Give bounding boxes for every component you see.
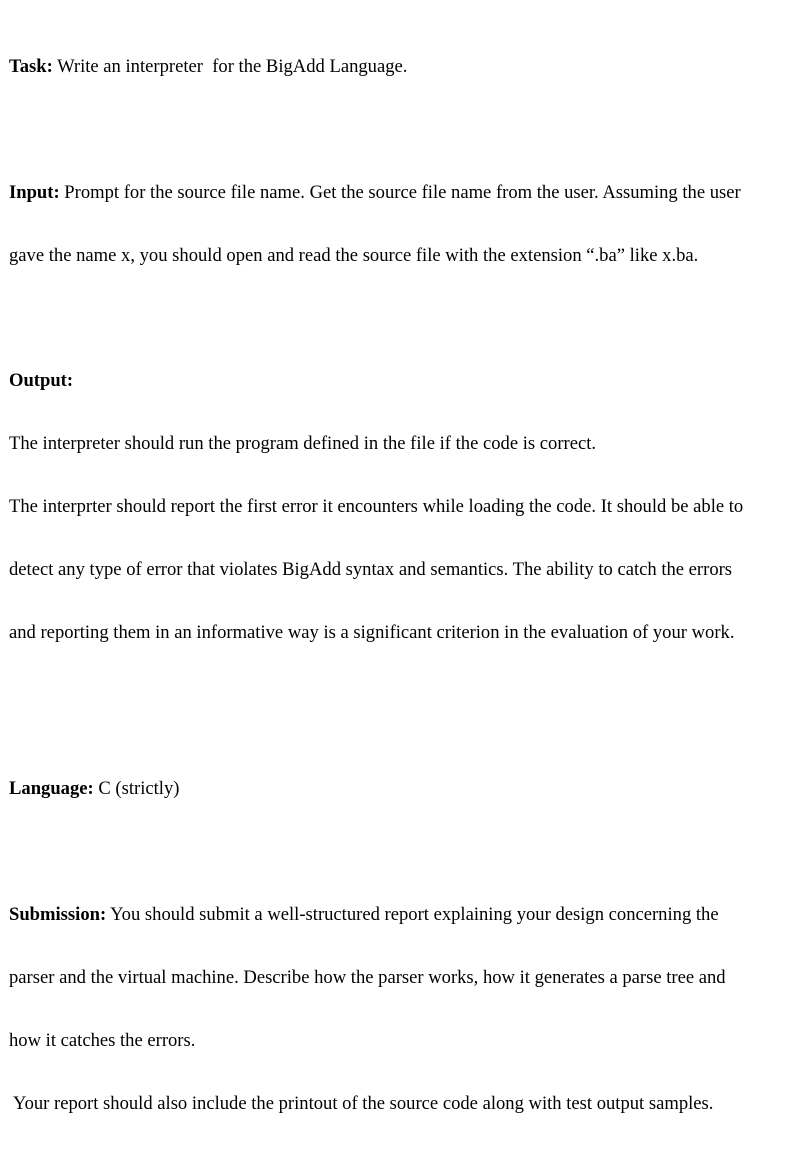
- output-text-line-4: and reporting them in an informative way is a significant criterion in the evaluation of your work.: [9, 622, 735, 643]
- input-text-line-1: Prompt for the source file name. Get the source file name from the user. Assuming the user: [59, 182, 741, 203]
- submission-text-line-3: how it catches the errors.: [9, 1030, 196, 1051]
- task-text: Write an interpreter for the BigAdd Language.: [52, 56, 408, 77]
- submission-text-line-4: Your report should also include the printout of the source code along with test output samples.: [13, 1093, 714, 1114]
- language-text: C (strictly): [93, 778, 180, 799]
- output-section: [9, 328, 807, 685]
- language-label: Language:: [9, 778, 94, 799]
- output-label: Output:: [9, 370, 74, 391]
- task-label: Task:: [9, 56, 53, 77]
- submission-text-line-2: parser and the virtual machine. Describe how the parser works, how it generates a parse tree and: [9, 967, 726, 988]
- output-text-line-3: detect any type of error that violates BigAdd syntax and semantics. The ability to catch the errors: [9, 559, 733, 580]
- submission-label: Submission:: [9, 904, 107, 925]
- output-text-line-2: The interprter should report the first error it encounters while loading the code. It should be able to: [9, 496, 744, 517]
- submission-section: [9, 862, 807, 1156]
- language-section: [9, 736, 807, 841]
- output-text-line-1: The interpreter should run the program defined in the file if the code is correct.: [9, 433, 597, 454]
- assignment-document: [9, 14, 807, 1156]
- input-label: Input:: [9, 182, 60, 203]
- submission-text-line-1: You should submit a well-structured report explaining your design concerning the: [106, 904, 719, 925]
- input-text-line-2: gave the name x, you should open and read the source file with the extension “.ba” like x.ba.: [9, 245, 699, 266]
- input-section: [9, 140, 807, 308]
- task-section: [9, 14, 807, 119]
